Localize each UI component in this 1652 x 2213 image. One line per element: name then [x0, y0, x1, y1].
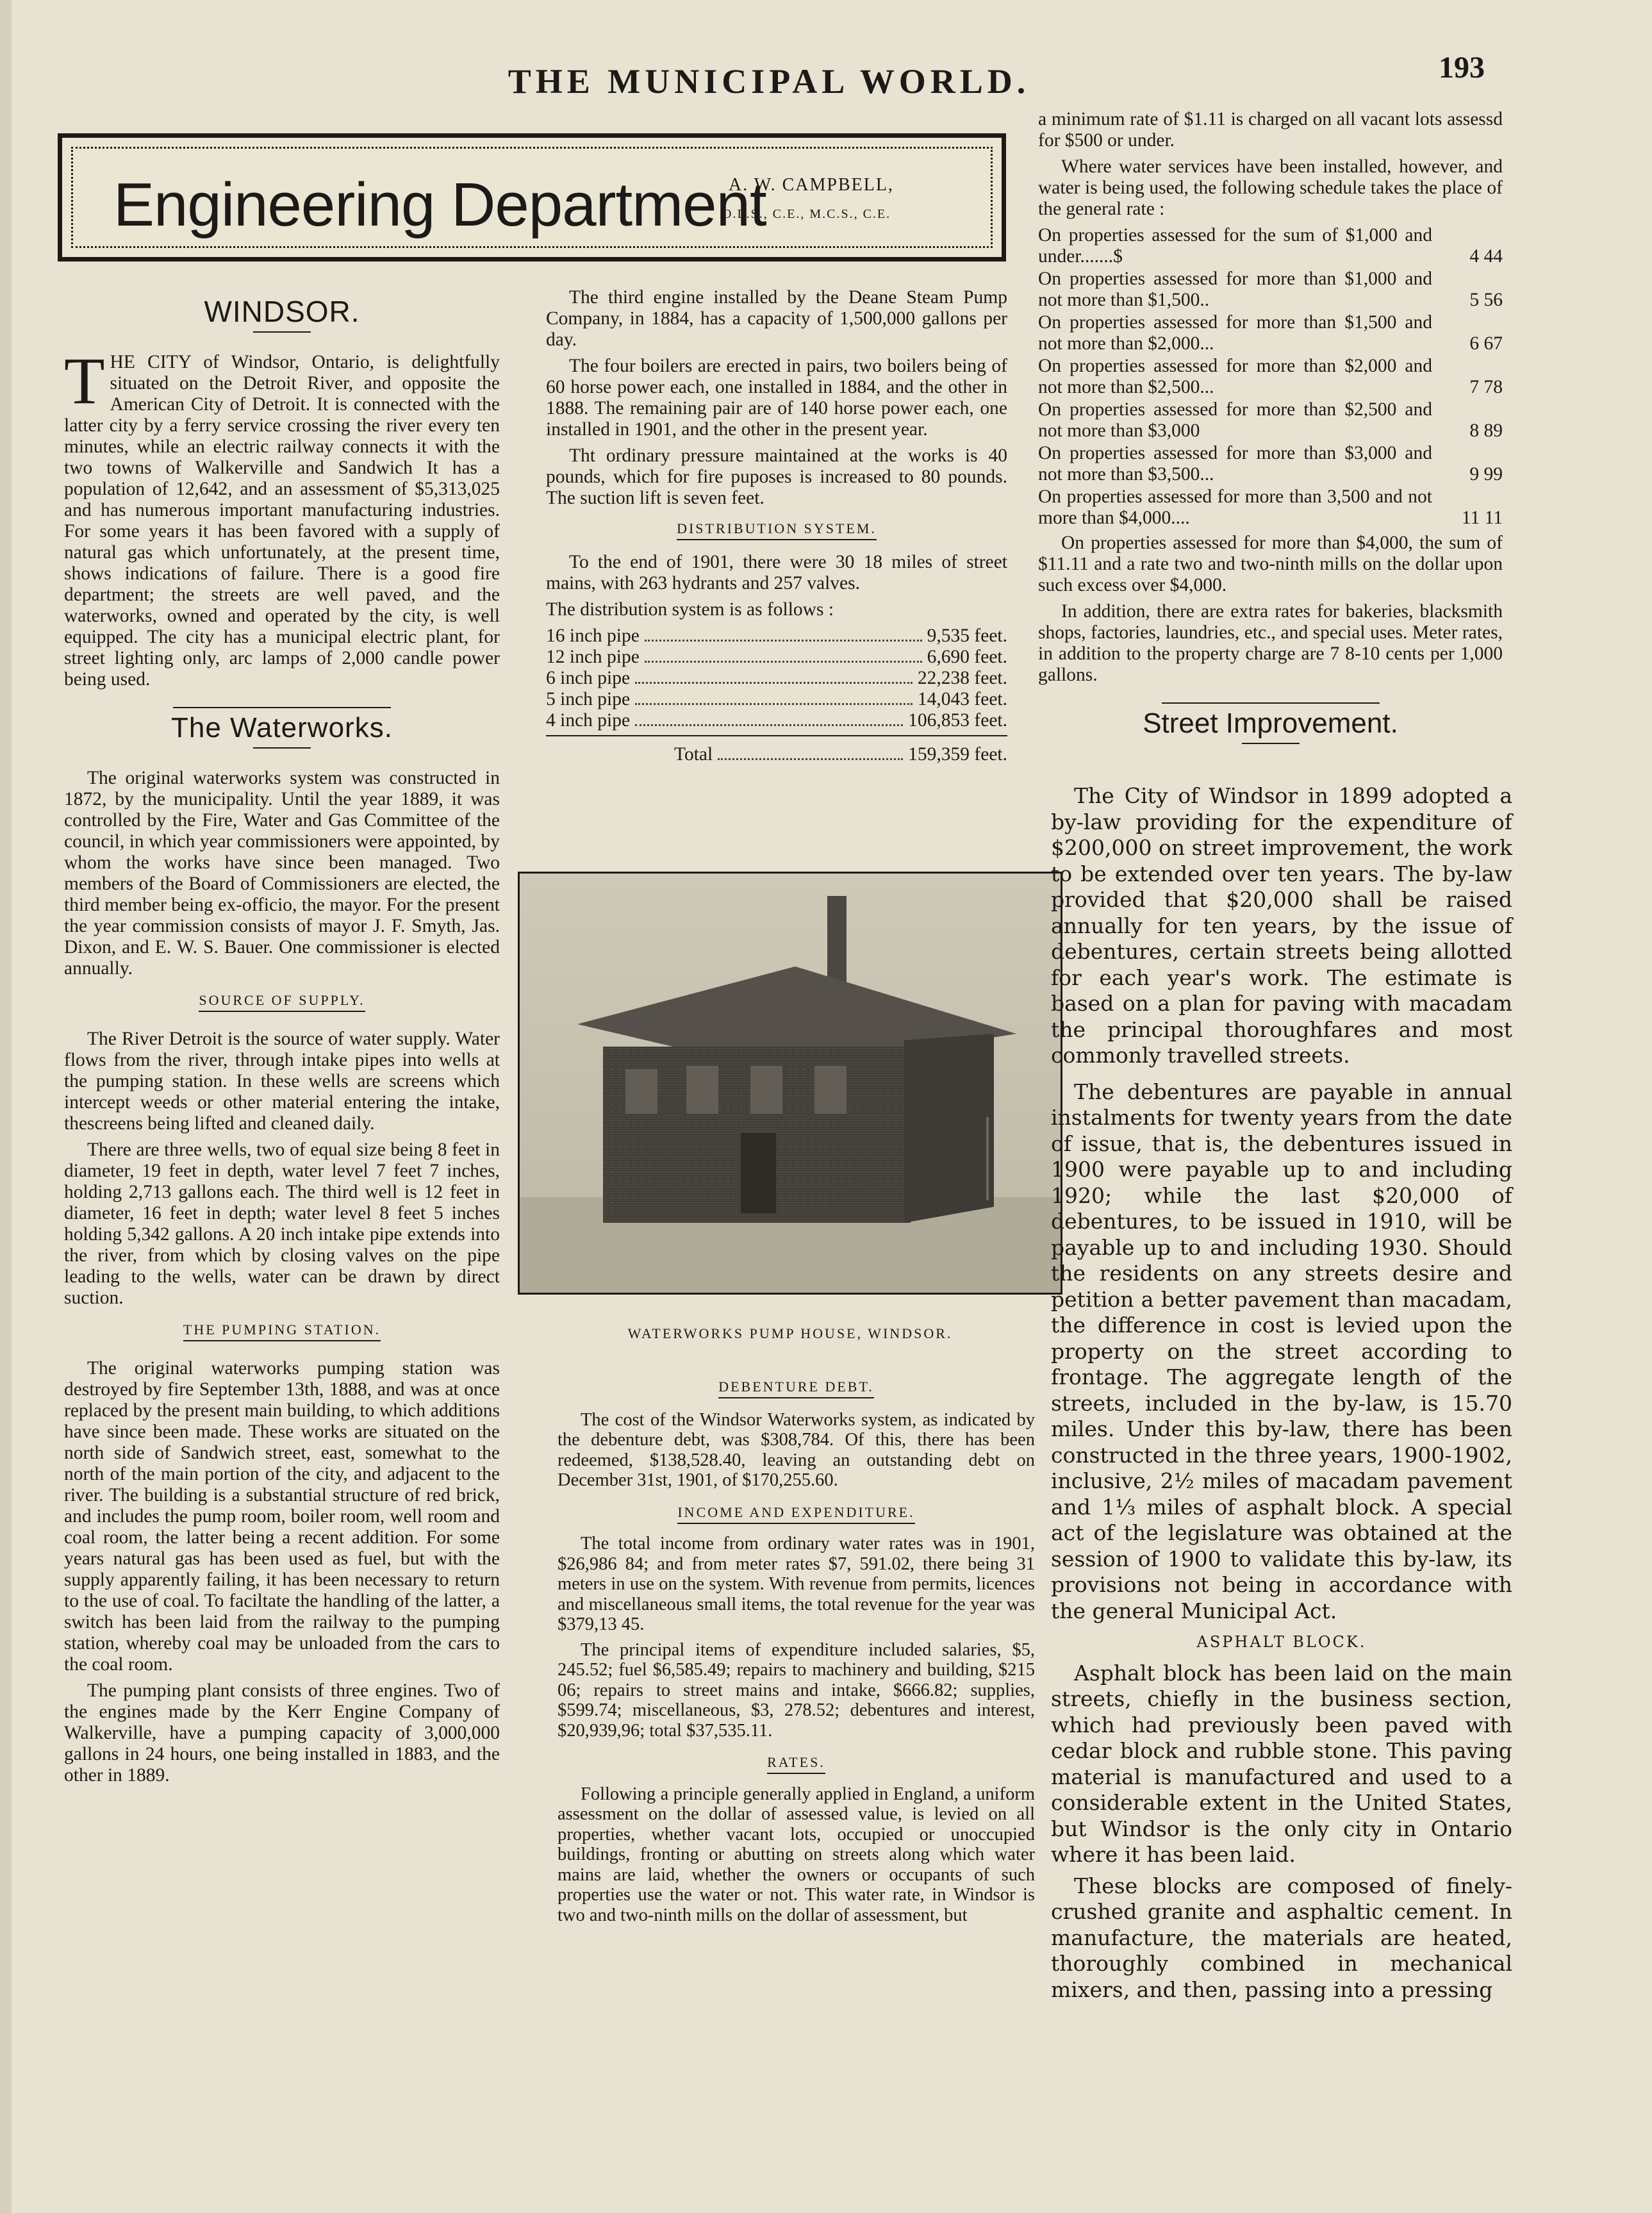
rate-row — [1038, 356, 1503, 398]
source-paragraph-1: The River Detroit is the source of water supply. Water flows from the river, through intake pipes into wells at the pumping station. In these wells are screens which intercept weeds or other material entering the intake, thescreens being lifted and cleaned daily. — [64, 1029, 500, 1134]
extra-rates-paragraph: In addition, there are extra rates for bakeries, blacksmith shops, factories, laundries, etc., and special uses. Meter rates, in addition to the property charge are 7 8-10 cents per 1,000 gallons. — [1038, 601, 1503, 685]
distribution-intro: The distribution system is as follows : — [546, 599, 834, 620]
pipe-length: 106,853 feet. — [908, 710, 1007, 731]
distribution-paragraph: To the end of 1901, there were 30 18 miles of street mains, with 263 hydrants and 257 valves. — [546, 552, 1007, 593]
income-paragraph-1: The total income from ordinary water rates was in 1901, $26,986 84; and from meter rates $7, 591.02, there being 31 meters in use on the system. With revenue from permits, licences and miscellaneous small items, the total revenue for the year was $379,13 45. — [558, 1534, 1035, 1634]
pipe-label: 16 inch pipe — [546, 626, 640, 646]
leader-dots — [635, 682, 913, 684]
rate-amount: 7 78 — [1469, 377, 1503, 397]
source-of-supply-heading — [64, 990, 500, 1011]
pump-house-photo — [518, 872, 1062, 1295]
pumping-station-heading — [64, 1319, 500, 1340]
street-improvement-heading: Street Improvement. — [1143, 708, 1398, 739]
rate-description: On properties assessed for more than $1,500 and not more than $2,000... — [1038, 312, 1432, 354]
pipe-row — [546, 647, 1007, 668]
divider — [173, 707, 391, 708]
source-paragraph-2: There are three wells, two of equal size being 8 feet in diameter, 19 feet in depth, water level 7 feet 7 inches, holding 2,713 gallons each. The third well is 12 feet in diameter, 16 feet in depth; water level 8 feet 5 inches holding 5,342 gallons. A 20 inch intake pipe extends into the river, from which by closing valves on the pipe leading to the wells, water can be drawn by direct suction. — [64, 1140, 500, 1308]
asphalt-label: ASPHALT BLOCK. — [1196, 1633, 1367, 1651]
rate-description: On properties assessed for more than $3,000 and not more than $3,500... — [1038, 443, 1432, 485]
source-of-supply-label: SOURCE OF SUPPLY. — [199, 992, 365, 1012]
asphalt-heading — [1051, 1629, 1512, 1655]
distribution-label: DISTRIBUTION SYSTEM. — [677, 520, 877, 540]
pipe-table — [546, 626, 1007, 765]
department-title: Engineering Department — [113, 170, 766, 239]
rate-row — [1038, 443, 1503, 485]
pipe-length: 9,535 feet. — [927, 626, 1007, 646]
rate-amount: 9 99 — [1469, 464, 1503, 485]
income-label: INCOME AND EXPENDITURE. — [677, 1504, 914, 1524]
rate-amount: 5 56 — [1469, 290, 1503, 310]
leader-dots — [635, 703, 913, 705]
income-paragraph-2: The principal items of expenditure included salaries, $5, 245.52; fuel $6,585.49; repairs to machinery and building, $215 06; repairs to street mains and intake, $666.82; supplies, $599.74; miscellaneous, $3, 278.52; debentures and interest, $20,939,96; total $37,535.11. — [558, 1639, 1035, 1741]
pump-house-illustration — [520, 874, 1062, 1295]
pipe-length: 22,238 feet. — [917, 668, 1007, 688]
divider — [1162, 702, 1380, 704]
rate-amount: 11 11 — [1461, 508, 1503, 528]
rate-row — [1038, 312, 1503, 354]
pumping-paragraph-2: The pumping plant consists of three engines. Two of the engines made by the Kerr Engine Company of Walkerville, have a pumping capacity of 3,000,000 gallons in 24 hours, one being installed in 1883, and the other in 1889. — [64, 1680, 500, 1786]
rate-row — [1038, 225, 1503, 267]
boilers-paragraph: The four boilers are erected in pairs, two boilers being of 60 horse power each, one installed in 1884, and the other in 1888. The remaining pair are of 140 horse power each, one installed in 1901, and the other in the present year. — [546, 356, 1007, 440]
asphalt-paragraph-1: Asphalt block has been laid on the main streets, chiefly in the business section, which had previously been paved with cedar block and rubble stone. This paving material is manufactured and used to a considerable extent in the United States, but Windsor is the only city in Ontario where it has been laid. — [1051, 1660, 1512, 1867]
rate-row — [1038, 269, 1503, 311]
rate-description: On properties assessed for more than 3,500 and not more than $4,000.... — [1038, 486, 1432, 528]
rates-label: RATES. — [767, 1754, 825, 1774]
page-number: 193 — [1439, 51, 1485, 85]
leader-dots — [635, 724, 903, 726]
pipe-label: 6 inch pipe — [546, 668, 631, 688]
pipe-row — [546, 689, 1007, 710]
rates-paragraph: Following a principle generally applied in England, a uniform assessment on the dollar of assessed value, is levied on all properties, whether vacant lots, occupied or unoccupied buildings, fronting or abutting on streets along which water mains are laid, whether the owners or occupants of such properties use the water or not. This water rate, in Windsor is two and two-ninth mills on the dollar of assessment, but — [558, 1784, 1035, 1925]
total-length: 159,359 feet. — [908, 744, 1007, 765]
author-name: A. W. CAMPBELL, — [729, 175, 894, 195]
pipe-row — [546, 710, 1007, 736]
column-1 — [64, 295, 500, 1791]
page-edge — [0, 0, 12, 2213]
leader-dots — [645, 661, 922, 663]
pipe-label: 4 inch pipe — [546, 710, 631, 731]
windsor-heading: WINDSOR. — [204, 295, 360, 328]
rate-description: On properties assessed for more than $2,000 and not more than $2,500... — [1038, 356, 1432, 397]
pipe-row — [546, 626, 1007, 647]
leader-dots — [645, 640, 922, 642]
excess-rate-paragraph: On properties assessed for more than $4,000, the sum of $11.11 and a rate two and two-ninth mills on the dollar upon such excess over $4,000. — [1038, 533, 1503, 595]
minimum-rate-paragraph: a minimum rate of $1.11 is charged on all vacant lots assessd for $500 or under. — [1038, 109, 1503, 151]
debenture-label: DEBENTURE DEBT. — [718, 1379, 874, 1398]
rate-description: On properties assessed for more than $1,000 and not more than $1,500.. — [1038, 269, 1432, 310]
total-label: Total — [674, 744, 713, 765]
street-paragraph-1: The City of Windsor in 1899 adopted a by-law providing for the expenditure of $200,000 on street improvement, the work to be extended over ten years. The by-law provided that $20,000 shall be raised annually for ten years, by the issue of debentures, certain streets being allotted for each year's work. The estimate is based on a plan for paving with macadam the principal thoroughfares and most commonly travelled streets. — [1051, 783, 1512, 1068]
divider — [253, 747, 311, 749]
intro-paragraph — [64, 344, 500, 690]
debenture-paragraph: The cost of the Windsor Waterworks system, as indicated by the debenture debt, was $308,784. Of this, there has been redeemed, $138,528.40, leaving an outstanding debt on December 31st, 1901, of $170,255.60. — [558, 1409, 1035, 1490]
rate-row — [1038, 399, 1503, 442]
leader-dots — [718, 758, 903, 760]
column-3-upper — [1038, 109, 1503, 750]
distribution-heading — [546, 518, 1007, 539]
photo-caption: WATERWORKS PUMP HOUSE, WINDSOR. — [627, 1325, 953, 1341]
pipe-length: 14,043 feet. — [917, 689, 1007, 709]
intro-text: HE CITY of Windsor, Ontario, is delightfully situated on the Detroit River, and opposite the American City of Detroit. It is connected with the latter city by a ferry service crossing the river every ten minutes, while an electric railway connects it with the two towns of Walkerville and Sandwich It has a population of 12,642, and an assessment of $5,313,025 and has numerous important manufacturing industries. For some years it has been favored with a supply of natural gas which unfortunately, at the present time, shows indications of failure. There is a good fire department; the streets are well paved, and the waterworks, owned and operated by the city, is well equipped. The city has a municipal electric plant, for street lighting only, arc lamps of 2,000 candle power being used. — [64, 352, 500, 690]
debenture-heading — [558, 1377, 1035, 1397]
author-credentials: O.L.S., C.E., M.C.S., C.E. — [722, 207, 891, 221]
drop-cap: T — [64, 344, 105, 418]
column-2-upper — [546, 287, 1007, 765]
column-2-lower — [558, 1372, 1035, 1930]
pumping-station-label: THE PUMPING STATION. — [183, 1322, 381, 1341]
divider — [253, 331, 311, 333]
pumping-paragraph-1: The original waterworks pumping station was destroyed by fire September 13th, 1888, and was at once replaced by the present main building, to which additions have since been made. These works are situated on the north side of Sandwich street, east, somewhat to the north of the main portion of the city, and adjacent to the river. The building is a substantial structure of red brick, and includes the pump room, boiler room, well room and coal room, the latter being a recent addition. For some years natural gas has been used as fuel, but with the supply apparently failing, it has been necessary to return to the use of coal. To faciltate the handling of the latter, a switch has been laid from the railway to the pumping station, whereby coal may be unloaded from the cars to the coal room. — [64, 1358, 500, 1675]
rate-description: On properties assessed for more than $2,500 and not more than $3,000 — [1038, 399, 1432, 441]
pipe-row — [546, 668, 1007, 689]
waterworks-heading: The Waterworks. — [171, 712, 393, 743]
rate-amount: 6 67 — [1469, 333, 1503, 354]
running-header: THE MUNICIPAL WORLD. — [508, 62, 1030, 101]
divider — [1242, 743, 1300, 744]
asphalt-paragraph-2: These blocks are composed of finely-crushed granite and asphaltic cement. In manufacture, the materials are heated, thoroughly combined in mechanical mixers, and then, passing into a pressing — [1051, 1873, 1512, 2002]
column-3-lower — [1051, 783, 1512, 2008]
pressure-paragraph: Tht ordinary pressure maintained at the works is 40 pounds, which for fire puposes is increased to 80 pounds. The suction lift is seven feet. — [546, 445, 1007, 508]
schedule-intro: Where water services have been installed, however, and water is being used, the following schedule takes the place of the general rate : — [1038, 156, 1503, 219]
department-banner — [58, 133, 1006, 261]
rate-amount: 4 44 — [1469, 246, 1503, 267]
rates-heading — [558, 1752, 1035, 1773]
pipe-total-row — [546, 744, 1007, 765]
pipe-label: 12 inch pipe — [546, 647, 640, 667]
rate-amount: 8 89 — [1469, 420, 1503, 441]
rate-schedule — [1038, 225, 1503, 529]
pipe-label: 5 inch pipe — [546, 689, 631, 709]
street-paragraph-2: The debentures are payable in annual instalments for twenty years from the date of issue, that is, the debentures issued in 1900 were payable up to and including 1920; while the last $20,000 of debentures, to be issued in 1910, will be payable up to and including 1930. Should the residents on any streets desire and petition a better pavement than macadam, the difference in cost is levied upon the property on the street according to frontage. The aggregate length of the streets, included in the by-law, is 15.70 miles. Under this by-law, there has been constructed in the three years, 1900-1902, inclusive, 2½ miles of macadam pavement and 1⅓ miles of asphalt block. A special act of the legislature was obtained at the session of 1900 to validate this by-law, its provisions not being in accordance with the general Municipal Act. — [1051, 1079, 1512, 1623]
engine-paragraph: The third engine installed by the Deane Steam Pump Company, in 1884, has a capacity of 1,500,000 gallons per day. — [546, 287, 1007, 350]
rate-description: On properties assessed for the sum of $1,000 and under.......$ — [1038, 225, 1432, 267]
pipe-length: 6,690 feet. — [927, 647, 1007, 667]
waterworks-paragraph: The original waterworks system was constructed in 1872, by the municipality. Until the year 1889, it was controlled by the Fire, Water and Gas Committee of the council, in which year commissioners were appointed, by whom the works have since been managed. Two members of the Board of Commissioners are elected, the third member being ex-officio, the mayor. For the present the year commission consists of mayor J. F. Smyth, Jas. Dixon, and E. W. S. Bauer. One commissioner is elected annually. — [64, 768, 500, 979]
income-heading — [558, 1502, 1035, 1523]
rate-row — [1038, 486, 1503, 529]
